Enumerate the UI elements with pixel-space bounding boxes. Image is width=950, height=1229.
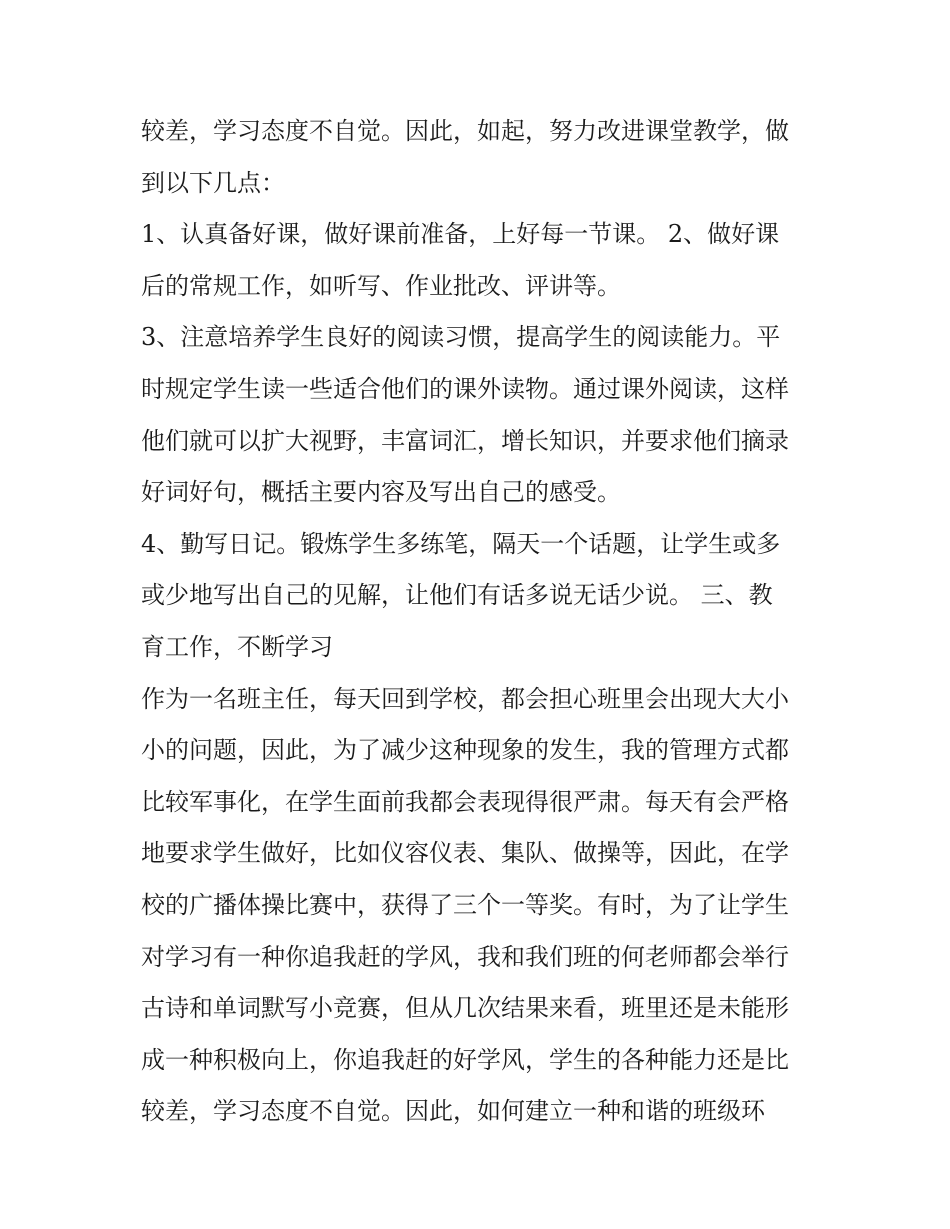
text-line: 1、认真备好课，做好课前准备，上好每一节课。 2、做好课 <box>141 220 780 249</box>
text-line: 育工作，不断学习 <box>141 632 333 661</box>
text-line: 地要求学生做好，比如仪容仪表、集队、做操等，因此，在学 <box>141 839 789 868</box>
text-line: 后的常规工作，如听写、作业批改、评讲等。 <box>141 271 621 300</box>
text-line: 4、勤写日记。锻炼学生多练笔，隔天一个话题，让学生或多 <box>141 529 781 558</box>
text-line: 对学习有一种你追我赶的学风，我和我们班的何老师都会举行 <box>141 942 789 971</box>
text-line: 小的问题，因此，为了减少这种现象的发生，我的管理方式都 <box>141 736 789 765</box>
text-line: 作为一名班主任，每天回到学校，都会担心班里会出现大大小 <box>141 684 789 713</box>
text-line: 或少地写出自己的见解，让他们有话多说无话少说。 三、教 <box>141 581 773 610</box>
text-line: 较差，学习态度不自觉。因此，如何建立一种和谐的班级环 <box>141 1097 765 1126</box>
text-line: 成一种积极向上，你追我赶的好学风，学生的各种能力还是比 <box>141 1045 789 1074</box>
text-line: 较差，学习态度不自觉。因此，如起，努力改进课堂教学，做 <box>141 117 789 145</box>
text-line: 3、注意培养学生良好的阅读习惯，提高学生的阅读能力。平 <box>141 323 781 352</box>
body-text <box>141 106 821 1138</box>
text-line: 古诗和单词默写小竞赛，但从几次结果来看，班里还是未能形 <box>141 994 789 1023</box>
text-line: 他们就可以扩大视野，丰富词汇，增长知识，并要求他们摘录 <box>141 426 789 455</box>
text-line: 校的广播体操比赛中，获得了三个一等奖。有时，为了让学生 <box>141 890 789 919</box>
text-line: 比较军事化，在学生面前我都会表现得很严肃。每天有会严格 <box>141 787 789 816</box>
text-line: 到以下几点： <box>141 168 285 197</box>
text-line: 时规定学生读一些适合他们的课外读物。通过课外阅读，这样 <box>141 374 789 403</box>
text-line: 好词好句，概括主要内容及写出自己的感受。 <box>141 478 621 507</box>
